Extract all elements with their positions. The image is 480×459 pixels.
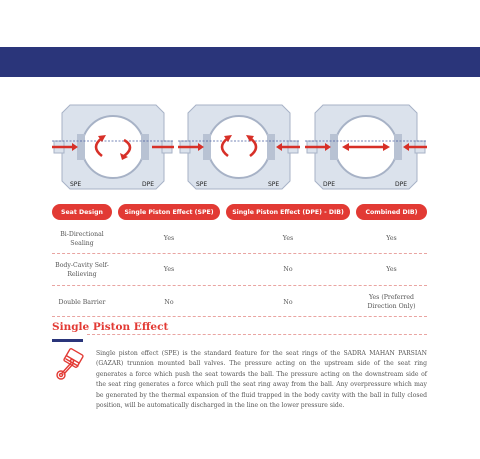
header-bar: [0, 47, 480, 77]
cell-combined: Yes: [386, 235, 397, 242]
table-row: [52, 288, 427, 317]
seat-diagrams: [52, 100, 427, 194]
diagram-label-left: SPE: [196, 181, 208, 188]
diagram-label-right: DPE: [142, 181, 155, 188]
cell-dpe: No: [283, 298, 293, 306]
header-seat-design: Seat Design: [52, 204, 112, 220]
header-spe: Single Piston Effect (SPE): [118, 204, 220, 220]
piston-icon: [52, 348, 86, 382]
diagram-spe-spe: [178, 100, 300, 194]
title-divider: [87, 334, 427, 335]
diagram-label-right: SPE: [268, 181, 280, 188]
cell-spe: No: [164, 298, 174, 306]
table-row: [52, 254, 427, 286]
diagram-spe-dpe: [52, 100, 174, 194]
header-dpe: Single Piston Effect (DPE) - DIB): [226, 204, 350, 220]
row-label: Body-Cavity Self-Relieving: [55, 261, 109, 278]
cell-combined: Yes (Preferred Direction Only): [367, 294, 416, 310]
row-label: Double Barrier: [58, 298, 106, 306]
header-combined: Combined DIB): [356, 204, 427, 220]
diagram-dpe-dpe: [305, 100, 427, 194]
diagram-label-left: SPE: [70, 181, 82, 188]
row-label: Bi-Directional Sealing: [60, 230, 104, 247]
title-accent-bar: [52, 339, 83, 342]
section-body: Single piston effect (SPE) is the standard feature for the seat rings of the SADRA MAHAN PARSIAN (GAZAR) trunnion mounted ball valves. The pressure acting on the upstream side of the seat ring generates a force which push the seat towards the ball. The pressure acting on the downstream side of the seat ring generates a force which pull the seat ring away from the ball. Any overpressure which may be generated by the thermal expansion of the fluid trapped in the body cavity with the ball in fully closed position, will be automatically discharged in the line on the lower pressure side.: [96, 350, 427, 410]
section-title: Single Piston Effect: [52, 321, 169, 333]
cell-dpe: Yes: [282, 235, 294, 242]
table-row: [52, 224, 427, 254]
cell-combined: Yes: [386, 266, 397, 273]
cell-dpe: No: [283, 266, 293, 273]
cell-spe: Yes: [163, 235, 175, 242]
cell-spe: Yes: [163, 266, 175, 273]
diagram-label-left: DPE: [323, 181, 336, 188]
diagram-label-right: DPE: [395, 181, 408, 188]
